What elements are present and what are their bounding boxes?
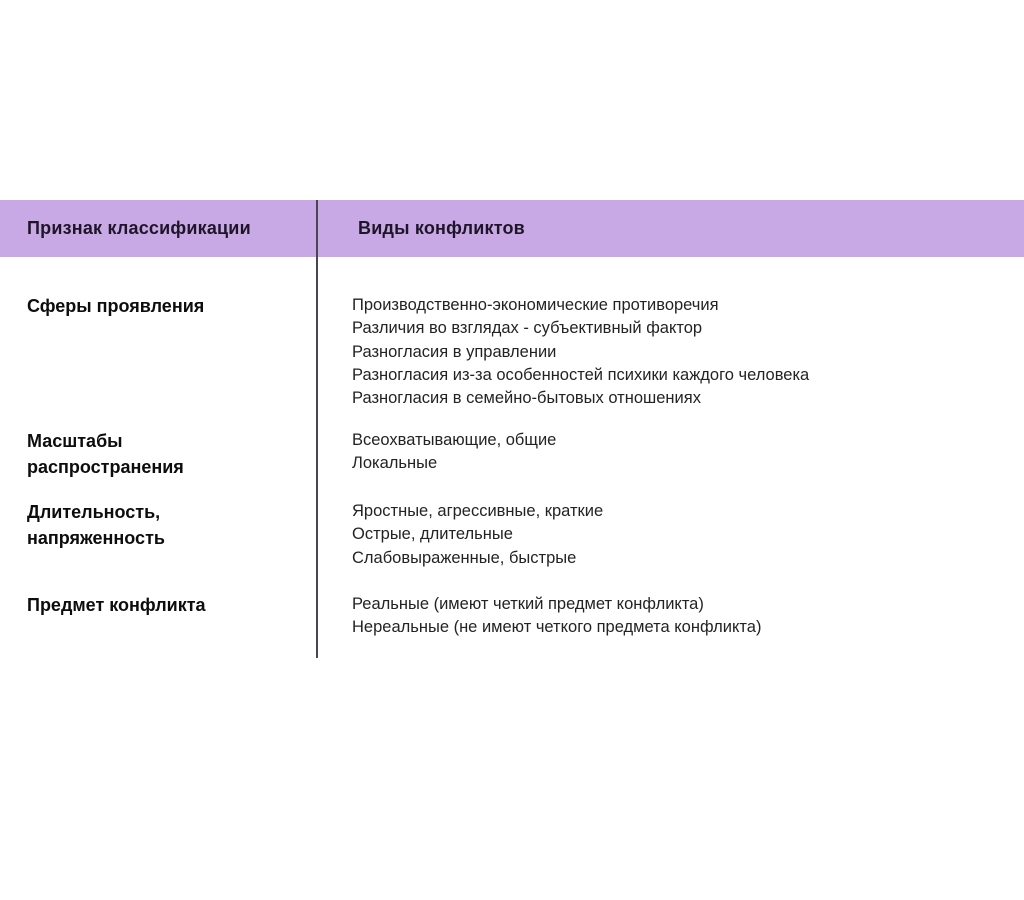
table-header-bar <box>0 200 1024 257</box>
item-line: Различия во взглядах - субъективный фактор <box>352 319 703 338</box>
item-line: Слабовыраженные, быстрые <box>352 548 577 567</box>
item-line: Локальные <box>352 454 438 473</box>
item-line: Разногласия в семейно-бытовых отношениях <box>352 389 701 408</box>
row-items-subject <box>352 593 972 640</box>
column-header-classification-criterion: Признак классификации <box>27 218 251 238</box>
column-header-conflict-types: Виды конфликтов <box>358 218 525 238</box>
row-label-subject: Предмет конфликта <box>27 595 206 615</box>
row-items-scale <box>352 429 972 476</box>
column-divider-line <box>316 200 318 658</box>
item-line: Разногласия в управлении <box>352 342 557 361</box>
row-items-duration <box>352 500 972 570</box>
item-line: Реальные (имеют четкий предмет конфликта) <box>352 595 704 613</box>
row-items-spheres <box>352 294 972 410</box>
item-line: Всеохватывающие, общие <box>352 431 557 449</box>
item-line: Производственно-экономические противоречия <box>352 296 719 314</box>
item-line: Яростные, агрессивные, краткие <box>352 502 604 520</box>
item-line: Разногласия из-за особенностей психики каждого человека <box>352 365 810 384</box>
item-line: Нереальные (не имеют четкого предмета конфликта) <box>352 618 762 637</box>
row-label-scale: Масштабы распространения <box>27 431 184 477</box>
row-label-spheres: Сферы проявления <box>27 296 205 316</box>
row-label-duration: Длительность, напряженность <box>27 502 165 548</box>
item-line: Острые, длительные <box>352 525 513 544</box>
